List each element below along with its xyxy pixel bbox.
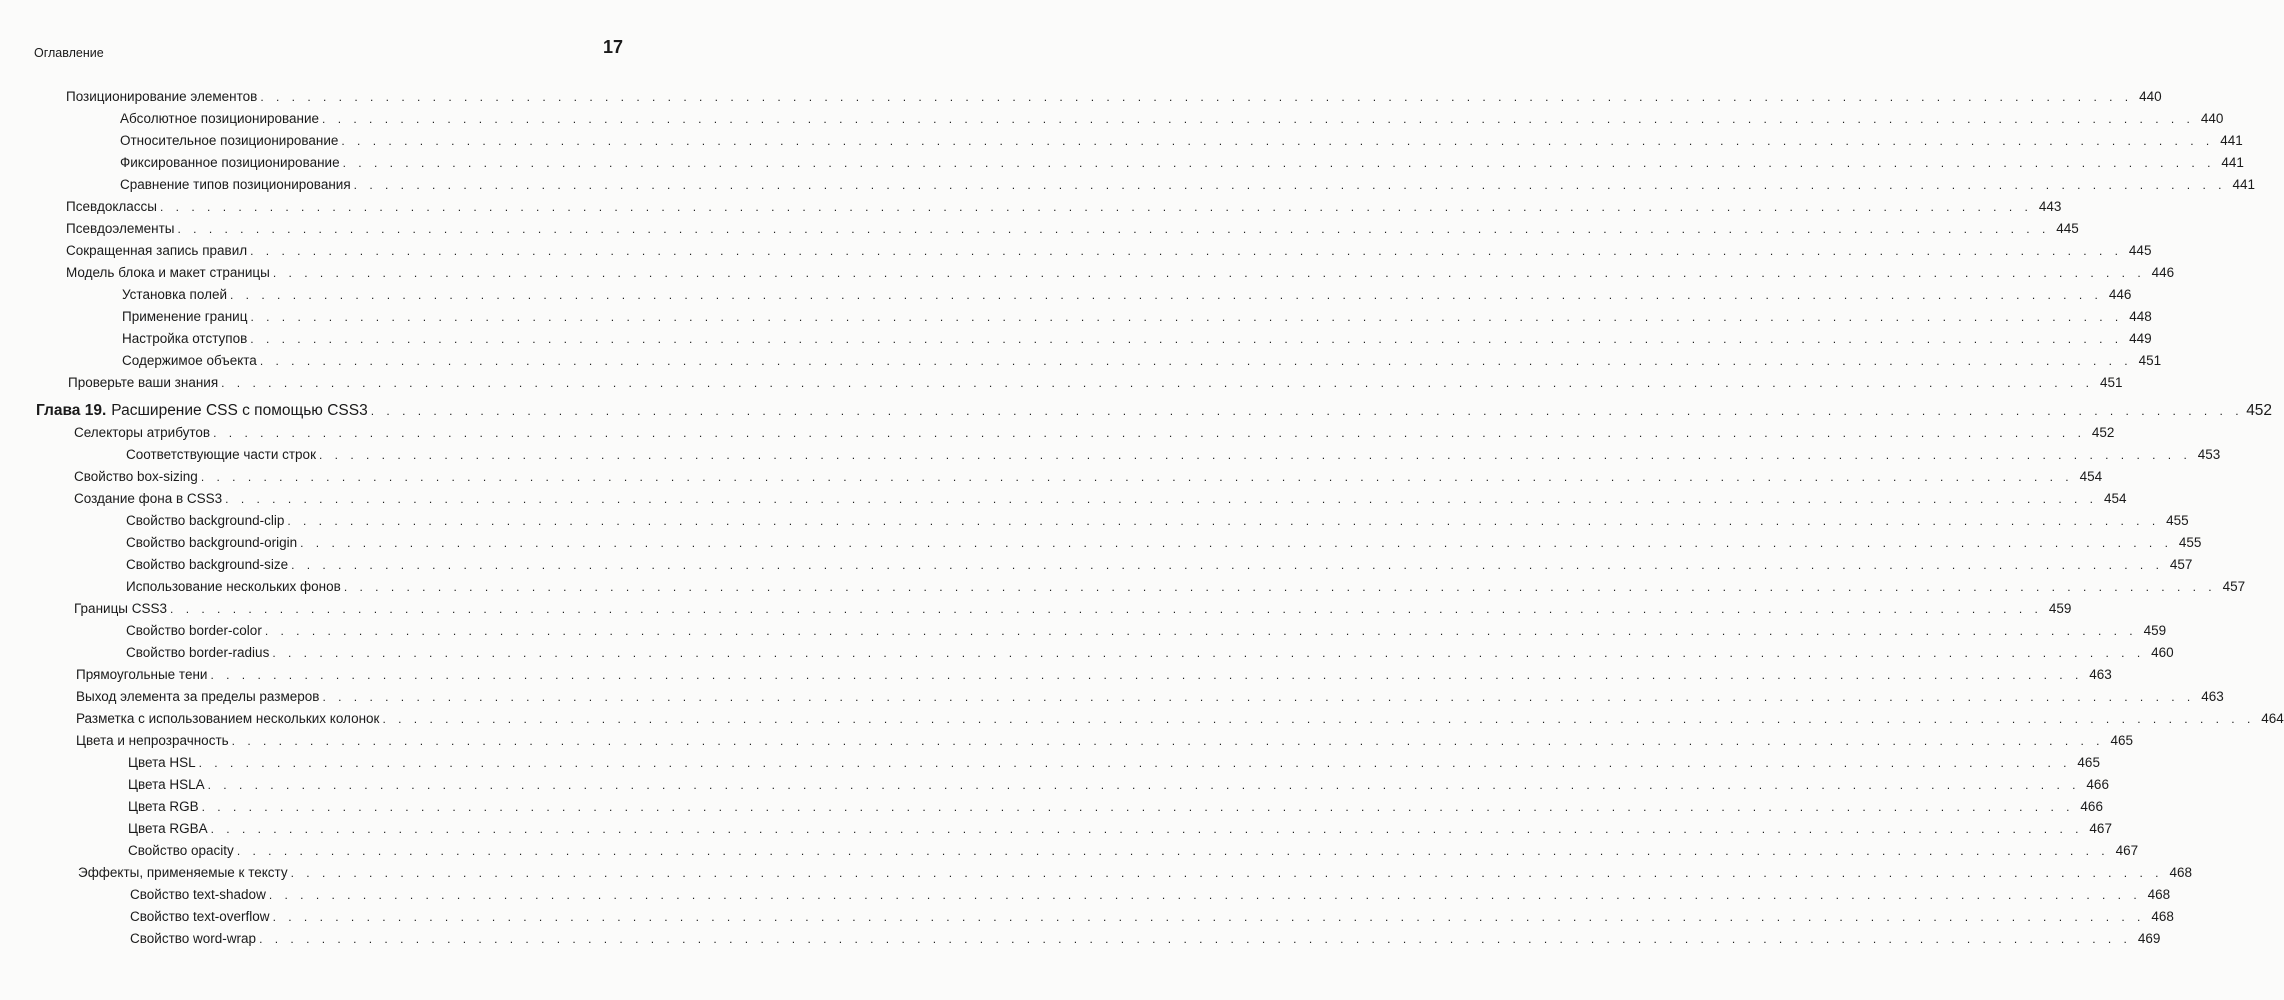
toc-entry [126,576,2246,598]
toc-entry-title: Настройка отступов [122,331,248,346]
toc-entry [126,444,2221,466]
toc-entry-page: 464 [2261,711,2284,726]
toc-entry-page: 460 [2151,645,2174,660]
toc-entry [126,642,2174,664]
toc-entry-title: Цвета HSLA [128,777,205,792]
toc-entry-page: 453 [2197,447,2221,462]
dot-leader: . . . . . . . . . . . . . . . . . . . . . . . . . . . . . . . . . . . . . . . . . . . . . . . . . . . . . . . . . . . . . . . . . . . . . . . . . . . . . . . . . . . . . . . . . . . . . . . . . . . . . . . . . . . . . . . . . . . . . . . . [236,844,2110,858]
toc-entry-page: 465 [2110,733,2133,748]
toc-entry-page: 441 [2220,133,2243,148]
dot-leader: . . . . . . . . . . . . . . . . . . . . . . . . . . . . . . . . . . . . . . . . . . . . . . . . . . . . . . . . . . . . . . . . . . . . . . . . . . . . . . . . . . . . . . . . . . . . . . . . . . . . . . . . . . . . . . . . . . . . . . . . [287,514,2160,528]
toc-entry [74,466,2103,488]
toc-entry-page: 443 [2038,199,2062,214]
toc-entry-title: Псевдоклассы [66,199,158,214]
toc-entry-title: Свойство background-clip [126,513,285,528]
dot-leader: . . . . . . . . . . . . . . . . . . . . . . . . . . . . . . . . . . . . . . . . . . . . . . . . . . . . . . . . . . . . . . . . . . . . . . . . . . . . . . . . . . . . . . . . . . . . . . . . . . . . . . . . . . . . . . . . . . . . . . . . [259,932,2132,946]
toc-entry-page: 440 [2139,89,2162,104]
toc-entry-title: Фиксированное позиционирование [120,155,340,170]
toc-entry-title: Применение границ [122,309,248,324]
chapter-label: Глава 19. [36,402,107,419]
toc-entry-page: 452 [2246,402,2273,419]
toc-entry [66,240,2152,262]
toc-entry [66,196,2062,218]
toc-entry-page: 445 [2056,221,2079,236]
toc-entry-page: 454 [2103,491,2127,506]
toc-entry-page: 452 [2091,425,2115,440]
toc-entry-title: Абсолютное позиционирование [120,111,320,126]
toc-entry-title: Свойство opacity [128,843,234,858]
toc-entry-page: 467 [2089,821,2112,836]
toc-entry-title: Модель блока и макет страницы [66,265,270,280]
toc-entry [130,884,2171,906]
toc-entry-title: Свойство box-sizing [74,469,198,484]
dot-leader: . . . . . . . . . . . . . . . . . . . . . . . . . . . . . . . . . . . . . . . . . . . . . . . . . . . . . . . . . . . . . . . . . . . . . . . . . . . . . . . . . . . . . . . . . . . . . . . . . . . . . . . . . . . . . . . . . . . . . . . . [300,536,2173,550]
toc-entry-page: 459 [2048,601,2072,616]
toc-entry [122,350,2162,372]
dot-leader: . . . . . . . . . . . . . . . . . . . . . . . . . . . . . . . . . . . . . . . . . . . . . . . . . . . . . . . . . . . . . . . . . . . . . . . . . . . . . . . . . . . . . . . . . . . . . . . . . . . . . . . . . . . . . . . . . . . . . . . . [382,712,2255,726]
toc-entry-page: 449 [2129,331,2152,346]
toc-entry [76,730,2133,752]
toc-entry-page: 448 [2129,309,2152,324]
toc-entry [76,664,2112,686]
toc-entry [76,686,2224,708]
toc-entry-page: 467 [2115,843,2139,858]
toc-entry [130,928,2161,950]
dot-leader: . . . . . . . . . . . . . . . . . . . . . . . . . . . . . . . . . . . . . . . . . . . . . . . . . . . . . . . . . . . . . . . . . . . . . . . . . . . . . . . . . . . . . . . . . . . . . . . . . . . . . . . . . . . . . . . . . . . . . . . . [318,448,2192,462]
toc-entry [122,306,2152,328]
toc-entry-title: Относительное позиционирование [120,133,339,148]
dot-leader: . . . . . . . . . . . . . . . . . . . . . . . . . . . . . . . . . . . . . . . . . . . . . . . . . . . . . . . . . . . . . . . . . . . . . . . . . . . . . . . . . . . . . . . . . . . . . . . . . . . . . . . . . . . . . . . . . . . . . . . . [268,888,2142,902]
dot-leader: . . . . . . . . . . . . . . . . . . . . . . . . . . . . . . . . . . . . . . . . . . . . . . . . . . . . . . . . . . . . . . . . . . . . . . . . . . . . . . . . . . . . . . . . . . . . . . . . . . . . . . . . . . . . . . . . . . . . . . . . [207,778,2080,792]
toc-entry [68,372,2123,394]
toc-entry-title: Селекторы атрибутов [74,425,211,440]
toc-entry-page: 455 [2166,513,2189,528]
toc-entry-title: Сокращенная запись правил [66,243,248,258]
toc-entry-title: Позиционирование элементов [66,89,258,104]
dot-leader: . . . . . . . . . . . . . . . . . . . . . . . . . . . . . . . . . . . . . . . . . . . . . . . . . . . . . . . . . . . . . . . . . . . . . . . . . . . . . . . . . . . . . . . . . . . . . . . . . . . . . . . . . . . . . . . . . . . . . . . . [210,668,2083,682]
toc-entry [78,862,2192,884]
toc-entry [122,328,2152,350]
toc-entry-title: Сравнение типов позиционирования [120,177,351,192]
toc-entry-title: Свойство text-overflow [130,909,270,924]
running-header-title: Оглавление [34,46,104,60]
toc-entry [120,130,2243,152]
toc-entry [66,86,2162,108]
toc-entry-page: 468 [2151,909,2174,924]
toc-entry-title: Цвета HSL [128,755,196,770]
toc-entry-page: 455 [2178,535,2202,550]
toc-entry [120,152,2244,174]
toc-entry [128,796,2103,818]
page-header [34,34,623,64]
toc-entry [122,284,2132,306]
dot-leader: . . . . . . . . . . . . . . . . . . . . . . . . . . . . . . . . . . . . . . . . . . . . . . . . . . . . . . . . . . . . . . . . . . . . . . . . . . . . . . . . . . . . . . . . . . . . . . . . . . . . . . . . . . . . . . . . . . . . . . . . [250,332,2123,346]
toc-entry-title: Цвета RGBA [128,821,208,836]
toc-entry-page: 457 [2222,579,2246,594]
dot-leader: . . . . . . . . . . . . . . . . . . . . . . . . . . . . . . . . . . . . . . . . . . . . . . . . . . . . . . . . . . . . . . . . . . . . . . . . . . . . . . . . . . . . . . . . . . . . . . . . . . . . . . . . . . . . . . . . . . . . . . . . [250,310,2123,324]
dot-leader: . . . . . . . . . . . . . . . . . . . . . . . . . . . . . . . . . . . . . . . . . . . . . . . . . . . . . . . . . . . . . . . . . . . . . . . . . . . . . . . . . . . . . . . . . . . . . . . . . . . . . . . . . . . . . . . . . . . . . . . . [343,580,2217,594]
toc-entry-title: Свойство border-color [126,623,262,638]
toc-entry-title: Прямоугольные тени [76,667,208,682]
toc-entry-page: 446 [2151,265,2175,280]
toc-entry [128,752,2100,774]
toc-entry-title: Границы CSS3 [74,601,168,616]
toc-entry-page: 463 [2089,667,2112,682]
toc-entry-page: 454 [2079,469,2103,484]
toc-entry-page: 468 [2169,865,2192,880]
toc-entry-page: 441 [2221,155,2244,170]
toc-entry-title: Использование нескольких фонов [126,579,341,594]
dot-leader: . . . . . . . . . . . . . . . . . . . . . . . . . . . . . . . . . . . . . . . . . . . . . . . . . . . . . . . . . . . . . . . . . . . . . . . . . . . . . . . . . . . . . . . . . . . . . . . . . . . . . . . . . . . . . . . . . . . . . . . . [177,222,2050,236]
toc-entry-page: 446 [2108,287,2132,302]
toc-entry [128,818,2112,840]
dot-leader: . . . . . . . . . . . . . . . . . . . . . . . . . . . . . . . . . . . . . . . . . . . . . . . . . . . . . . . . . . . . . . . . . . . . . . . . . . . . . . . . . . . . . . . . . . . . . . . . . . . . . . . . . . . . . . . . . . . . . . . . [290,866,2163,880]
toc-entry [126,554,2193,576]
dot-leader: . . . . . . . . . . . . . . . . . . . . . . . . . . . . . . . . . . . . . . . . . . . . . . . . . . . . . . . . . . . . . . . . . . . . . . . . . . . . . . . . . . . . . . . . . . . . . . . . . . . . . . . . . . . . . . . . . . . . . . . . [170,602,2043,616]
dot-leader: . . . . . . . . . . . . . . . . . . . . . . . . . . . . . . . . . . . . . . . . . . . . . . . . . . . . . . . . . . . . . . . . . . . . . . . . . . . . . . . . . . . . . . . . . . . . . . . . . . . . . . . . . . . . . . . . . . . . . . . . [272,910,2145,924]
toc-entry-title: Свойство border-radius [126,645,270,660]
toc-entry [74,422,2115,444]
toc-entry-page: 457 [2169,557,2193,572]
dot-leader: . . . . . . . . . . . . . . . . . . . . . . . . . . . . . . . . . . . . . . . . . . . . . . . . . . . . . . . . . . . . . . . . . . . . . . . . . . . . . . . . . . . . . . . . . . . . . . . . . . . . . . . . . . . . . . . . . . . . . . . . [201,800,2074,814]
toc-entry-page: 469 [2137,931,2161,946]
dot-leader: . . . . . . . . . . . . . . . . . . . . . . . . . . . . . . . . . . . . . . . . . . . . . . . . . . . . . . . . . . . . . . . . . . . . . . . . . . . . . . . . . . . . . . . . . . . . . . . . . . . . . . . . . . . . . . . . . . . . . . . . [200,470,2074,484]
toc-entry-page: 440 [2200,111,2224,126]
toc-entry-page: 445 [2128,243,2152,258]
toc-entry-page: 466 [2086,777,2109,792]
toc-entry-page: 468 [2147,887,2171,902]
toc-entry [130,906,2174,928]
toc-entry-title: Эффекты, применяемые к тексту [78,865,288,880]
toc-entry-page: 465 [2077,755,2100,770]
toc-entry-page: 451 [2099,375,2123,390]
toc-entry [74,598,2072,620]
toc-entry-title: Цвета RGB [128,799,199,814]
dot-leader: . . . . . . . . . . . . . . . . . . . . . . . . . . . . . . . . . . . . . . . . . . . . . . . . . . . . . . . . . . . . . . . . . . . . . . . . . . . . . . . . . . . . . . . . . . . . . . . . . . . . . . . . . . . . . . . . . . . . . . . . [353,178,2226,192]
dot-leader: . . . . . . . . . . . . . . . . . . . . . . . . . . . . . . . . . . . . . . . . . . . . . . . . . . . . . . . . . . . . . . . . . . . . . . . . . . . . . . . . . . . . . . . . . . . . . . . . . . . . . . . . . . . . . . . . . . . . . . . . [260,90,2133,104]
dot-leader: . . . . . . . . . . . . . . . . . . . . . . . . . . . . . . . . . . . . . . . . . . . . . . . . . . . . . . . . . . . . . . . . . . . . . . . . . . . . . . . . . . . . . . . . . . . . . . . . . . . . . . . . . . . . . . . . . . . . . . . . [322,690,2195,704]
toc-entry [126,532,2202,554]
toc-entry-title: Цвета и непрозрачность [76,733,229,748]
dot-leader: . . . . . . . . . . . . . . . . . . . . . . . . . . . . . . . . . . . . . . . . . . . . . . . . . . . . . . . . . . . . . . . . . . . . . . . . . . . . . . . . . . . . . . . . . . . . . . . . . . . . . . . . . . . . . . . . . . . . . . . . [259,354,2133,368]
toc-entry-title: Содержимое объекта [122,353,257,368]
toc-entry-page: 459 [2143,623,2167,638]
dot-leader: . . . . . . . . . . . . . . . . . . . . . . . . . . . . . . . . . . . . . . . . . . . . . . . . . . . . . . . . . . . . . . . . . . . . . . . . . . . . . . . . . . . . . . . . . . . . . . . . . . . . . . . . . . . . . . . . . . . . . . . . [160,200,2033,214]
toc-entry [120,174,2255,196]
toc-entry-page: 441 [2232,177,2255,192]
dot-leader: . . . . . . . . . . . . . . . . . . . . . . . . . . . . . . . . . . . . . . . . . . . . . . . . . . . . . . . . . . . . . . . . . . . . . . . . . . . . . . . . . . . . . . . . . . . . . . . . . . . . . . . . . . . . . . . . . . . . . . . . [213,426,2086,440]
dot-leader: . . . . . . . . . . . . . . . . . . . . . . . . . . . . . . . . . . . . . . . . . . . . . . . . . . . . . . . . . . . . . . . . . . . . . . . . . . . . . . . . . . . . . . . . . . . . . . . . . . . . . . . . . . . . . . . . . . . . . . . . [210,822,2083,836]
dot-leader: . . . . . . . . . . . . . . . . . . . . . . . . . . . . . . . . . . . . . . . . . . . . . . . . . . . . . . . . . . . . . . . . . . . . . . . . . . . . . . . . . . . . . . . . . . . . . . . . . . . . . . . . . . . . . . . . . . . . . . . . [342,156,2215,170]
dot-leader: . . . . . . . . . . . . . . . . . . . . . . . . . . . . . . . . . . . . . . . . . . . . . . . . . . . . . . . . . . . . . . . . . . . . . . . . . . . . . . . . . . . . . . . . . . . . . . . . . . . . . . . . . . . . . . . . . . . . . . . . [370,404,2244,418]
toc-entry [76,708,2284,730]
toc-entry-title: Проверьте ваши знания [68,375,219,390]
toc-entry [128,774,2109,796]
dot-leader: . . . . . . . . . . . . . . . . . . . . . . . . . . . . . . . . . . . . . . . . . . . . . . . . . . . . . . . . . . . . . . . . . . . . . . . . . . . . . . . . . . . . . . . . . . . . . . . . . . . . . . . . . . . . . . . . . . . . . . . . [198,756,2071,770]
toc-entry-title: Соответствующие части строк [126,447,316,462]
dot-leader: . . . . . . . . . . . . . . . . . . . . . . . . . . . . . . . . . . . . . . . . . . . . . . . . . . . . . . . . . . . . . . . . . . . . . . . . . . . . . . . . . . . . . . . . . . . . . . . . . . . . . . . . . . . . . . . . . . . . . . . . [272,646,2145,660]
toc-entry [66,218,2079,240]
dot-leader: . . . . . . . . . . . . . . . . . . . . . . . . . . . . . . . . . . . . . . . . . . . . . . . . . . . . . . . . . . . . . . . . . . . . . . . . . . . . . . . . . . . . . . . . . . . . . . . . . . . . . . . . . . . . . . . . . . . . . . . . [230,288,2103,302]
toc-entry-title: Выход элемента за пределы размеров [76,689,320,704]
toc-entry-title: Расширение CSS с помощью CSS3 [111,402,368,419]
toc-entry-page: 451 [2138,353,2162,368]
dot-leader: . . . . . . . . . . . . . . . . . . . . . . . . . . . . . . . . . . . . . . . . . . . . . . . . . . . . . . . . . . . . . . . . . . . . . . . . . . . . . . . . . . . . . . . . . . . . . . . . . . . . . . . . . . . . . . . . . . . . . . . . [264,624,2138,638]
toc-chapter-entry [36,400,2273,422]
toc-entry-page: 463 [2201,689,2224,704]
dot-leader: . . . . . . . . . . . . . . . . . . . . . . . . . . . . . . . . . . . . . . . . . . . . . . . . . . . . . . . . . . . . . . . . . . . . . . . . . . . . . . . . . . . . . . . . . . . . . . . . . . . . . . . . . . . . . . . . . . . . . . . . [225,492,2098,506]
toc-entry-title: Свойство word-wrap [130,931,257,946]
dot-leader: . . . . . . . . . . . . . . . . . . . . . . . . . . . . . . . . . . . . . . . . . . . . . . . . . . . . . . . . . . . . . . . . . . . . . . . . . . . . . . . . . . . . . . . . . . . . . . . . . . . . . . . . . . . . . . . . . . . . . . . . [231,734,2104,748]
toc-entry-title: Разметка с использованием нескольких колонок [76,711,380,726]
dot-leader: . . . . . . . . . . . . . . . . . . . . . . . . . . . . . . . . . . . . . . . . . . . . . . . . . . . . . . . . . . . . . . . . . . . . . . . . . . . . . . . . . . . . . . . . . . . . . . . . . . . . . . . . . . . . . . . . . . . . . . . . [221,376,2094,390]
toc-entry-title: Установка полей [122,287,228,302]
toc-entry-title: Свойство background-size [126,557,289,572]
dot-leader: . . . . . . . . . . . . . . . . . . . . . . . . . . . . . . . . . . . . . . . . . . . . . . . . . . . . . . . . . . . . . . . . . . . . . . . . . . . . . . . . . . . . . . . . . . . . . . . . . . . . . . . . . . . . . . . . . . . . . . . . [250,244,2123,258]
dot-leader: . . . . . . . . . . . . . . . . . . . . . . . . . . . . . . . . . . . . . . . . . . . . . . . . . . . . . . . . . . . . . . . . . . . . . . . . . . . . . . . . . . . . . . . . . . . . . . . . . . . . . . . . . . . . . . . . . . . . . . . . [341,134,2214,148]
dot-leader: . . . . . . . . . . . . . . . . . . . . . . . . . . . . . . . . . . . . . . . . . . . . . . . . . . . . . . . . . . . . . . . . . . . . . . . . . . . . . . . . . . . . . . . . . . . . . . . . . . . . . . . . . . . . . . . . . . . . . . . . [272,266,2146,280]
toc-entry-title: Создание фона в CSS3 [74,491,223,506]
toc-entry [74,488,2127,510]
toc-entry [128,840,2139,862]
toc-entry [126,510,2189,532]
toc-entry-title: Псевдоэлементы [66,221,175,236]
dot-leader: . . . . . . . . . . . . . . . . . . . . . . . . . . . . . . . . . . . . . . . . . . . . . . . . . . . . . . . . . . . . . . . . . . . . . . . . . . . . . . . . . . . . . . . . . . . . . . . . . . . . . . . . . . . . . . . . . . . . . . . . [322,112,2195,126]
page-number: 17 [602,37,623,57]
toc-entry [126,620,2167,642]
toc-entry [120,108,2224,130]
toc-entry-title: Свойство text-shadow [130,887,266,902]
toc-entry-page: 466 [2080,799,2103,814]
toc-entry [66,262,2175,284]
dot-leader: . . . . . . . . . . . . . . . . . . . . . . . . . . . . . . . . . . . . . . . . . . . . . . . . . . . . . . . . . . . . . . . . . . . . . . . . . . . . . . . . . . . . . . . . . . . . . . . . . . . . . . . . . . . . . . . . . . . . . . . . [291,558,2164,572]
toc-entry-title: Свойство background-origin [126,535,298,550]
